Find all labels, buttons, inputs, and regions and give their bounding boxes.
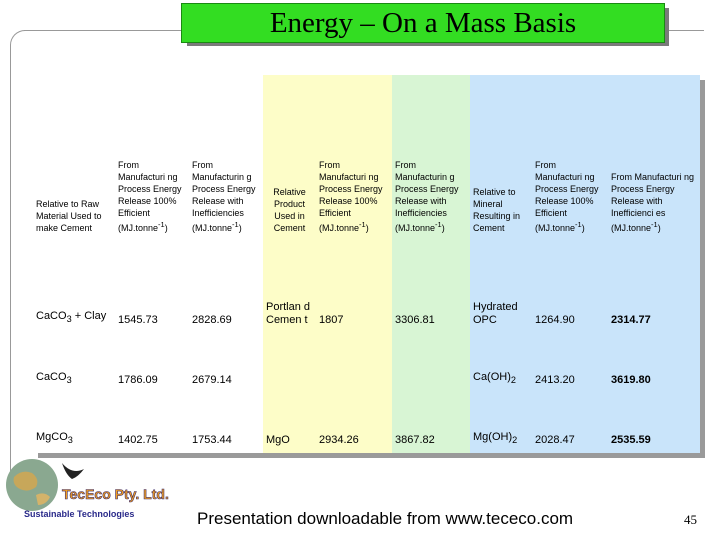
cell-mineral-100: 1264.90 [532,241,608,332]
logo-wordmark: TecEco Pty. Ltd. [62,486,169,502]
table-row [33,393,700,453]
footer-text: Presentation downloadable from www.tececo.com [197,509,574,528]
cell-raw-material: MgCO$_3$ [33,393,115,453]
header-mineral-ineff: From Manufacturi ng Process Energy Release with Inefficienci es (MJ.tonne$^{-1}$) [608,75,700,241]
cell-mineral-ineff: 2535.59 [608,393,700,453]
cell-product-ineff: 3306.81 [392,241,470,332]
cell-mineral-100: 2413.20 [532,333,608,393]
table-row [33,333,700,393]
cell-product-100: 2934.26 [316,393,392,453]
cell-product [263,333,316,393]
header-mineral: Relative to Mineral Resulting in Cement [470,75,532,241]
cell-product-100 [316,333,392,393]
header-product-100: From Manufacturi ng Process Energy Release 100% Efficient (MJ.tonne$^{-1}$) [316,75,392,241]
cell-mineral: Hydrated OPC [470,241,532,332]
bird-icon [62,463,84,479]
header-raw-ineff: From Manufacturin g Process Energy Release with Inefficiencies (MJ.tonne$^{-1}$) [189,75,263,241]
cell-product-100: 1807 [316,241,392,332]
cell-raw-ineff: 1753.44 [189,393,263,453]
cell-mineral-100: 2028.47 [532,393,608,453]
cell-mineral-ineff: 3619.80 [608,333,700,393]
header-product: Relative Product Used in Cement [263,75,316,241]
cell-product-ineff [392,333,470,393]
title-box [181,3,665,43]
slide-title: Energy – On a Mass Basis [269,6,577,39]
cell-product: MgO [263,393,316,453]
cell-raw-100: 1402.75 [115,393,189,453]
table-header-row [33,75,700,241]
cell-product-ineff: 3867.82 [392,393,470,453]
cell-raw-100: 1786.09 [115,333,189,393]
tececo-logo [0,455,200,537]
header-mineral-100: From Manufacturi ng Process Energy Release 100% Efficient (MJ.tonne$^{-1}$) [532,75,608,241]
cell-raw-material: CaCO$_3$ + Clay [33,241,115,332]
logo-tagline: Sustainable Technologies [24,509,135,519]
cell-raw-ineff: 2679.14 [189,333,263,393]
cell-mineral-ineff: 2314.77 [608,241,700,332]
cell-raw-material: CaCO$_3$ [33,333,115,393]
energy-table [33,75,700,453]
table-row [33,241,700,332]
page-number: 45 [684,512,697,527]
cell-raw-100: 1545.73 [115,241,189,332]
cell-mineral: $Mg(OH)_2$ [470,393,532,453]
cell-raw-ineff: 2828.69 [189,241,263,332]
slide-frame-corner [10,30,25,471]
cell-mineral: $Ca(OH)_2$ [470,333,532,393]
header-raw-material: Relative to Raw Material Used to make Cement [33,75,115,241]
cell-product: Portlan d Cemen t [263,241,316,332]
header-raw-100: From Manufacturi ng Process Energy Release 100% Efficient (MJ.tonne$^{-1}$) [115,75,189,241]
table-shadow-right [700,80,705,458]
header-product-ineff: From Manufacturin g Process Energy Release with Inefficiencies (MJ.tonne$^{-1}$) [392,75,470,241]
